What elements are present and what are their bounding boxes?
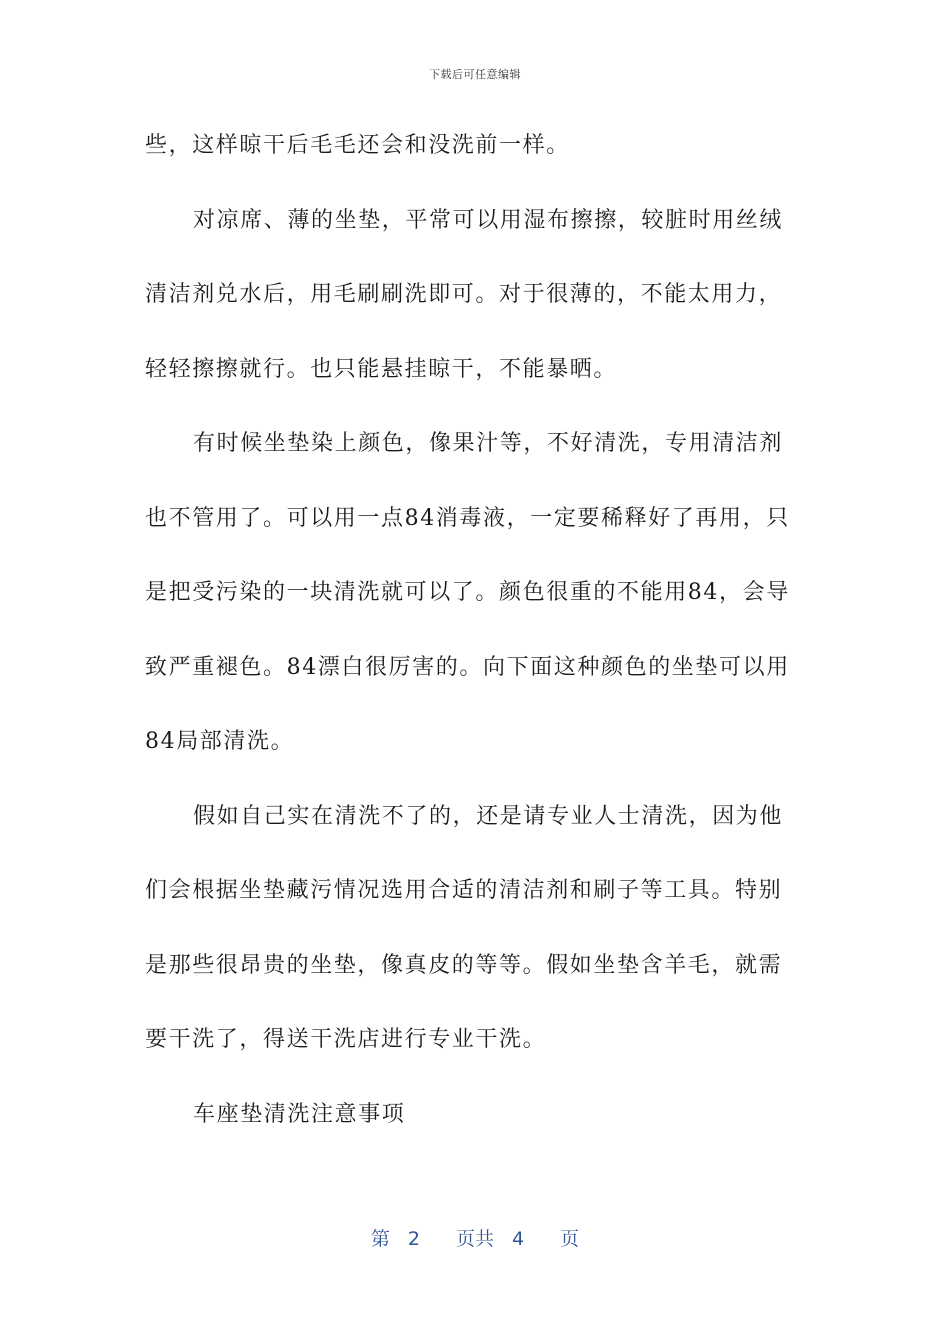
text-line: 是那些很昂贵的坐垫，像真皮的等等。假如坐垫含羊毛，就需 bbox=[145, 952, 783, 978]
page-footer bbox=[0, 1224, 950, 1251]
text-line: 轻轻擦擦就行。也只能悬挂晾干，不能暴晒。 bbox=[145, 356, 618, 382]
footer-prefix: 第 bbox=[370, 1228, 390, 1250]
text-line: 也不管用了。可以用一点84消毒液，一定要稀释好了再用，只 bbox=[145, 505, 790, 531]
footer-page-number: 2 bbox=[407, 1228, 420, 1250]
text-line: 要干洗了，得送干洗店进行专业干洗。 bbox=[145, 1027, 547, 1052]
footer-total-pages: 4 bbox=[512, 1228, 525, 1250]
section-heading: 车座垫清洗注意事项 bbox=[193, 1101, 406, 1127]
text-line: 清洁剂兑水后，用毛刷刷洗即可。对于很薄的，不能太用力， bbox=[145, 282, 783, 307]
footer-suffix: 页 bbox=[560, 1228, 580, 1250]
document-body bbox=[145, 120, 805, 1163]
text-line: 有时候坐垫染上颜色，像果汁等，不好清洗，专用清洁剂 bbox=[193, 431, 784, 456]
footer-middle: 页共 bbox=[455, 1228, 494, 1250]
text-line: 些，这样晾干后毛毛还会和没洗前一样。 bbox=[145, 133, 570, 158]
text-line: 们会根据坐垫藏污情况选用合适的清洁剂和刷子等工具。特别 bbox=[145, 878, 783, 903]
text-line: 致严重褪色。84漂白很厉害的。向下面这种颜色的坐垫可以用 bbox=[145, 654, 790, 680]
text-line: 对凉席、薄的坐垫，平常可以用湿布擦擦，较脏时用丝绒 bbox=[193, 207, 784, 233]
text-line: 假如自己实在清洗不了的，还是请专业人士清洗，因为他 bbox=[193, 803, 784, 829]
text-line: 是把受污染的一块清洗就可以了。颜色很重的不能用84，会导 bbox=[145, 580, 790, 605]
page-header: 下载后可任意编辑 bbox=[429, 68, 521, 81]
text-line: 84局部清洗。 bbox=[145, 729, 295, 754]
